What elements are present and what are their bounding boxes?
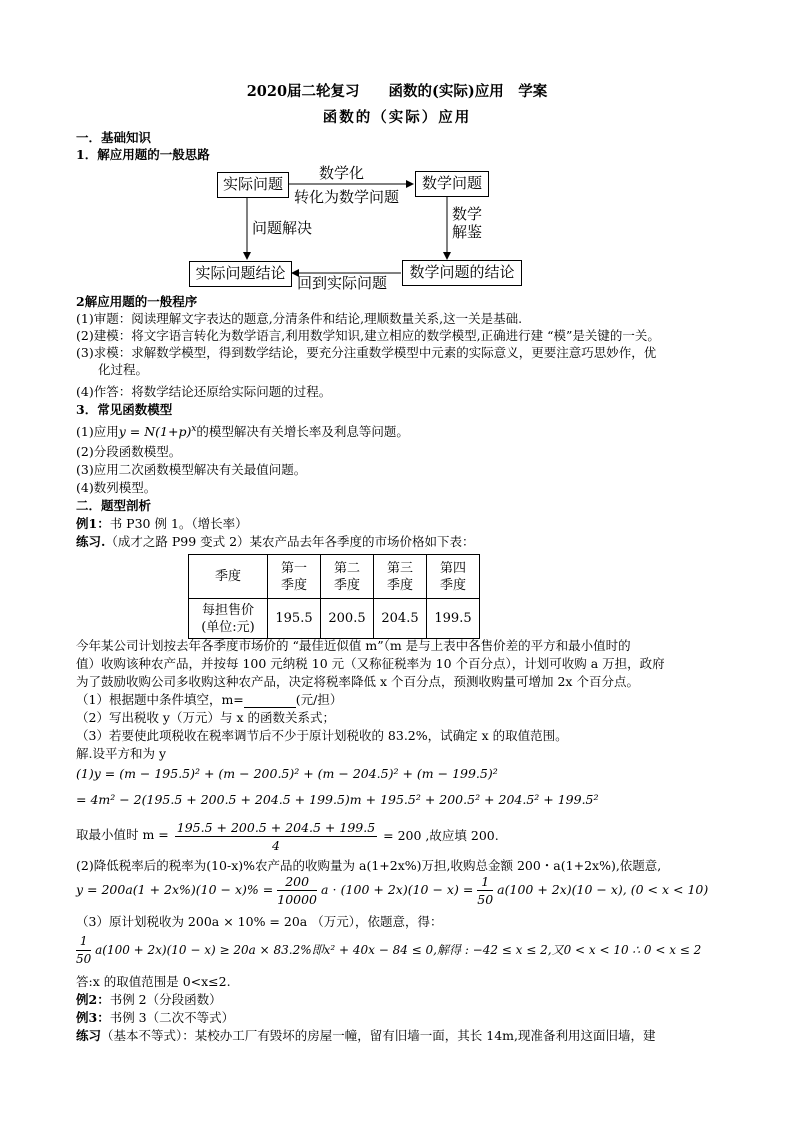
example-2-text: 书例 2（分段函数） xyxy=(109,992,222,1007)
flow-label-solve: 问题解决 xyxy=(252,219,313,237)
flow-label-convert: 转化为数学问题 xyxy=(294,188,400,206)
solution-part-2: (2)降低税率后的税率为(10-x)%农产品的收购量为 a(1+2x%)万担,收购总金额 200・a(1+2x%),依题意, xyxy=(76,858,662,873)
table-header-cell: 第三 季度 xyxy=(374,555,427,599)
model-1-formula: y = N(1+p) xyxy=(118,424,192,440)
equation-2: = 4m² − 2(195.5 + 200.5 + 204.5 + 199.5)m + 195.5² + 200.5² + 204.5² + 199.5² xyxy=(76,792,599,807)
equation-3 xyxy=(76,819,499,854)
example-3-text: 书例 3（二次不等式） xyxy=(109,1010,235,1025)
table-header-cell: 第四 季度 xyxy=(427,555,480,599)
table-cell: 200.5 xyxy=(321,599,374,639)
table-cell: 204.5 xyxy=(374,599,427,639)
table-header-row xyxy=(189,555,480,599)
practice-2-label: 练习 xyxy=(76,1028,102,1043)
eq4-part-a: y = 200a(1 + 2x%)(10 − x)% = xyxy=(76,882,274,897)
section-heading-basics: 一．基础知识 xyxy=(76,130,152,145)
example-1-label: 例1： xyxy=(76,516,110,531)
example-3 xyxy=(76,1009,234,1026)
eq5-fraction: $\frac{1}{50}$ xyxy=(76,934,92,966)
eq3-prefix: 取最小值时 m = xyxy=(76,827,169,842)
answer-line: 答:x 的取值范围是 0<x≤2. xyxy=(76,974,231,989)
solution-intro: 解.设平方和为 y xyxy=(76,746,167,761)
equation-4 xyxy=(76,873,708,908)
step-2: (2)建模：将文字语言转化为数学语言,利用数学知识,建立相应的数学模型,正确进行建 “模”是关键的一关。 xyxy=(76,328,660,343)
example-1-text: 书 P30 例 1。（增长率） xyxy=(109,516,248,531)
example-2-label: 例2： xyxy=(76,992,110,1007)
flow-box-real-conclusion: 实际问题结论 xyxy=(189,261,292,287)
price-table xyxy=(188,554,480,639)
table-header-cell: 第一 季度 xyxy=(268,555,321,599)
question-1 xyxy=(76,691,342,708)
eq4-part-c: a(100 + 2x)(10 − x), (0 < x < 10) xyxy=(497,882,709,897)
step-4: (4)作答：将数学结论还原给实际问题的过程。 xyxy=(76,384,332,399)
subheading-procedure: 2解应用题的一般程序 xyxy=(76,294,198,309)
example-3-label: 例3： xyxy=(76,1010,110,1025)
document-subtitle: 函数的（实际）应用 xyxy=(322,109,472,126)
example-1 xyxy=(76,515,248,532)
practice-1 xyxy=(76,533,475,550)
model-1-exponent: x xyxy=(191,424,197,434)
practice-2 xyxy=(76,1027,655,1044)
table-row xyxy=(189,599,480,639)
problem-line-1: 今年某公司计划按去年各季度市场价的 “最佳近似值 m”（m 是与上表中各售价差的平方和最小值时的 xyxy=(76,638,631,653)
example-2 xyxy=(76,991,222,1008)
flow-label-return: 回到实际问题 xyxy=(297,274,388,292)
table-cell: 199.5 xyxy=(427,599,480,639)
step-3-cont: 化过程。 xyxy=(98,362,149,377)
model-2: (2)分段函数模型。 xyxy=(76,444,182,459)
equation-5 xyxy=(76,933,701,968)
document-title: 2020届二轮复习 函数的(实际)应用 学案 xyxy=(246,83,548,100)
eq4-fraction-2: $\frac{1}{50}$ xyxy=(477,874,494,907)
practice-2-text: （基本不等式）：某校办工厂有毁坏的房屋一幢，留有旧墙一面，其长 14m,现准备利用这面旧墙，建 xyxy=(101,1028,656,1043)
flow-label-verify: 解鉴 xyxy=(452,223,483,241)
eq4-part-b: a ⋅ (100 + 2x)(10 − x) = xyxy=(321,882,474,897)
practice-1-text: （成才之路 P99 变式 2）某农产品去年各季度的市场价格如下表： xyxy=(105,534,475,549)
model-1 xyxy=(76,421,409,440)
eq5-body: a(100 + 2x)(10 − x) ≥ 20a × 83.2%即x² + 40x − 84 ≤ 0,解得 : −42 ≤ x ≤ 2,又0 < x < 10 ∴ 0 < x ≤ 2 xyxy=(95,943,702,957)
step-3: (3)求模：求解数学模型，得到数学结论，要充分注重数学模型中元素的实际意义，更要注意巧思妙作，优 xyxy=(76,345,657,360)
eq3-suffix: = 200 ,故应填 200. xyxy=(383,828,499,843)
eq3-denominator: 4 xyxy=(271,838,280,853)
table-header-cell: 季度 xyxy=(189,555,268,599)
fill-blank xyxy=(244,695,296,708)
problem-line-3: 为了鼓励收购公司多收购这种农产品，决定将税率降低 x 个百分点，预测收购量可增加 2x 个百分点。 xyxy=(76,674,639,689)
problem-line-2: 值）收购该种农产品，并按每 100 元纳税 10 元（又称征税率为 10 个百分点），计划可收购 a 万担，政府 xyxy=(76,656,665,671)
subheading-general-approach: 1．解应用题的一般思路 xyxy=(76,147,210,162)
flow-box-real-problem: 实际问题 xyxy=(217,172,289,198)
question-1-suffix: (元/担） xyxy=(295,692,343,707)
flow-arrows xyxy=(0,0,794,300)
table-row-label: 每担售价 (单位:元) xyxy=(189,599,268,639)
practice-1-label: 练习. xyxy=(76,534,106,549)
table-header-cell: 第二 季度 xyxy=(321,555,374,599)
model-4: (4)数列模型。 xyxy=(76,480,157,495)
eq3-numerator: 195.5 + 200.5 + 204.5 + 199.5 xyxy=(176,820,376,835)
subheading-models: 3．常见函数模型 xyxy=(76,402,173,417)
model-3: (3)应用二次函数模型解决有关最值问题。 xyxy=(76,462,307,477)
flow-box-math-conclusion: 数学问题的结论 xyxy=(402,260,522,286)
question-3: （3）若要使此项税收在税率调节后不少于原计划税收的 83.2%，试确定 x 的取值范围。 xyxy=(76,728,568,743)
flow-label-mathematize: 数学化 xyxy=(319,164,365,182)
model-1-suffix: 的模型解决有关增长率及利息等问题。 xyxy=(196,424,409,440)
section-heading-problems: 二．题型剖析 xyxy=(76,498,152,513)
eq3-fraction xyxy=(175,819,377,854)
equation-1: (1)y = (m − 195.5)² + (m − 200.5)² + (m − 204.5)² + (m − 199.5)² xyxy=(76,766,498,781)
solution-part-3: （3）原计划税收为 200a × 10% = 20a （万元），依题意，得： xyxy=(76,914,443,929)
question-2: （2）写出税收 y（万元）与 x 的函数关系式； xyxy=(76,710,335,725)
flow-box-math-problem: 数学问题 xyxy=(415,171,489,197)
step-1: (1)审题：阅读理解文字表达的题意,分清条件和结论,理顺数量关系,这一关是基础. xyxy=(76,311,523,326)
question-1-prefix: （1）根据题中条件填空，m= xyxy=(76,692,244,707)
model-1-prefix: (1)应用 xyxy=(76,424,119,440)
table-cell: 195.5 xyxy=(268,599,321,639)
flow-label-math: 数学 xyxy=(452,205,483,223)
eq4-fraction-1: $\frac{200}{10000}$ xyxy=(277,874,318,907)
